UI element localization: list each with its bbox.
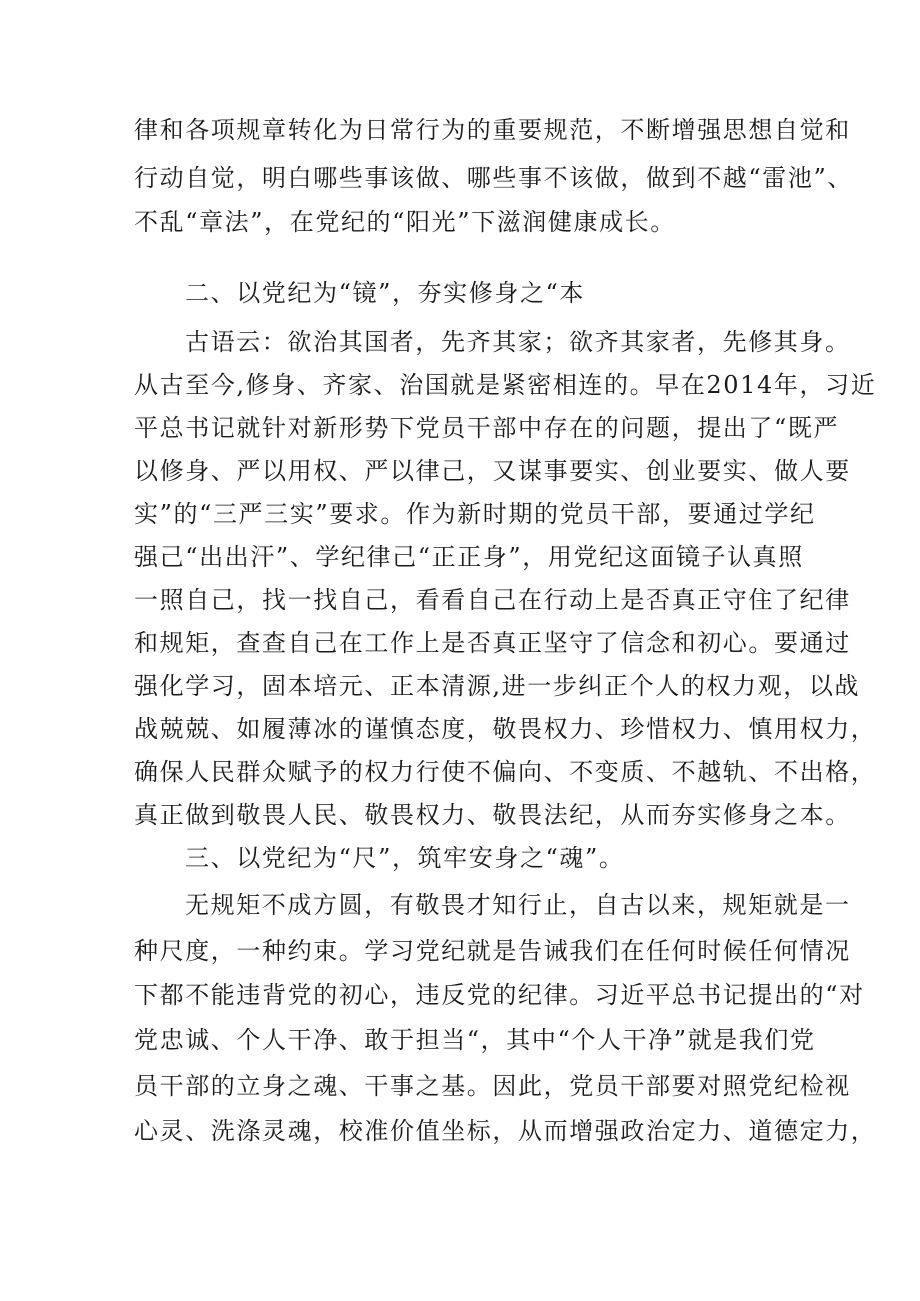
paragraph-line: 强化学习，固本培元、正本清源,进一步纠正个人的权力观，以战 bbox=[134, 672, 861, 700]
paragraph-line: 强己“出出汗”、学纪律己“正正身”，用党纪这面镜子认真照 bbox=[134, 543, 804, 571]
section-heading: 二、以党纪为“镜”，夯实修身之“本 bbox=[185, 279, 586, 307]
section-heading: 三、以党纪为“尺”，筑牢安身之“魂”。 bbox=[185, 844, 625, 872]
paragraph-line: 真正做到敬畏人民、敬畏权力、敬畏法纪，从而夯实修身之本。 bbox=[134, 801, 851, 829]
paragraph-line: 和规矩，查查自己在工作上是否真正坚守了信念和初心。要通过 bbox=[134, 629, 851, 657]
paragraph-line: 战兢兢、如履薄冰的谨慎态度，敬畏权力、珍惜权力、慎用权力， bbox=[134, 715, 877, 743]
paragraph-line: 种尺度，一种约束。学习党纪就是告诫我们在任何时候任何情况 bbox=[134, 937, 851, 965]
paragraph-line: 古语云：欲治其国者，先齐其家；欲齐其家者，先修其身。 bbox=[185, 328, 851, 356]
paragraph-line: 无规矩不成方圆，有敬畏才知行止，自古以来，规矩就是一 bbox=[185, 891, 851, 919]
paragraph-line: 员干部的立身之魂、干事之基。因此，党员干部要对照党纪检视 bbox=[134, 1072, 851, 1100]
paragraph-line: 实”的“三严三实”要求。作为新时期的党员干部，要通过学纪 bbox=[134, 500, 816, 528]
paragraph-line: 心灵、洗涤灵魂，校准价值坐标，从而增强政治定力、道德定力， bbox=[134, 1117, 877, 1145]
paragraph-line: 平总书记就针对新形势下党员干部中存在的问题，提出了“既严 bbox=[134, 414, 840, 442]
paragraph-line: 党忠诚、个人干净、敢于担当“，其中“个人干净”就是我们党 bbox=[134, 1026, 816, 1054]
paragraph-line: 以修身、严以用权、严以律己，又谋事要实、创业要实、做人要 bbox=[134, 457, 851, 485]
paragraph-line: 不乱“章法”，在党纪的“阳光”下滋润健康成长。 bbox=[134, 208, 676, 236]
paragraph-line: 下都不能违背党的初心，违反党的纪律。习近平总书记提出的“对 bbox=[134, 981, 865, 1009]
paragraph-line: 律和各项规章转化为日常行为的重要规范，不断增强思想自觉和 bbox=[134, 116, 851, 144]
paragraph-line: 一照自己，找一找自己，看看自己在行动上是否真正守住了纪律 bbox=[134, 586, 851, 614]
paragraph-line: 行动自觉，明白哪些事该做、哪些事不该做，做到不越“雷池”、 bbox=[134, 164, 853, 192]
paragraph-line: 确保人民群众赋予的权力行使不偏向、不变质、不越轨、不出格， bbox=[134, 758, 877, 786]
paragraph-line: 从古至今,修身、齐家、治国就是紧密相连的。早在2014年，习近 bbox=[134, 371, 877, 399]
